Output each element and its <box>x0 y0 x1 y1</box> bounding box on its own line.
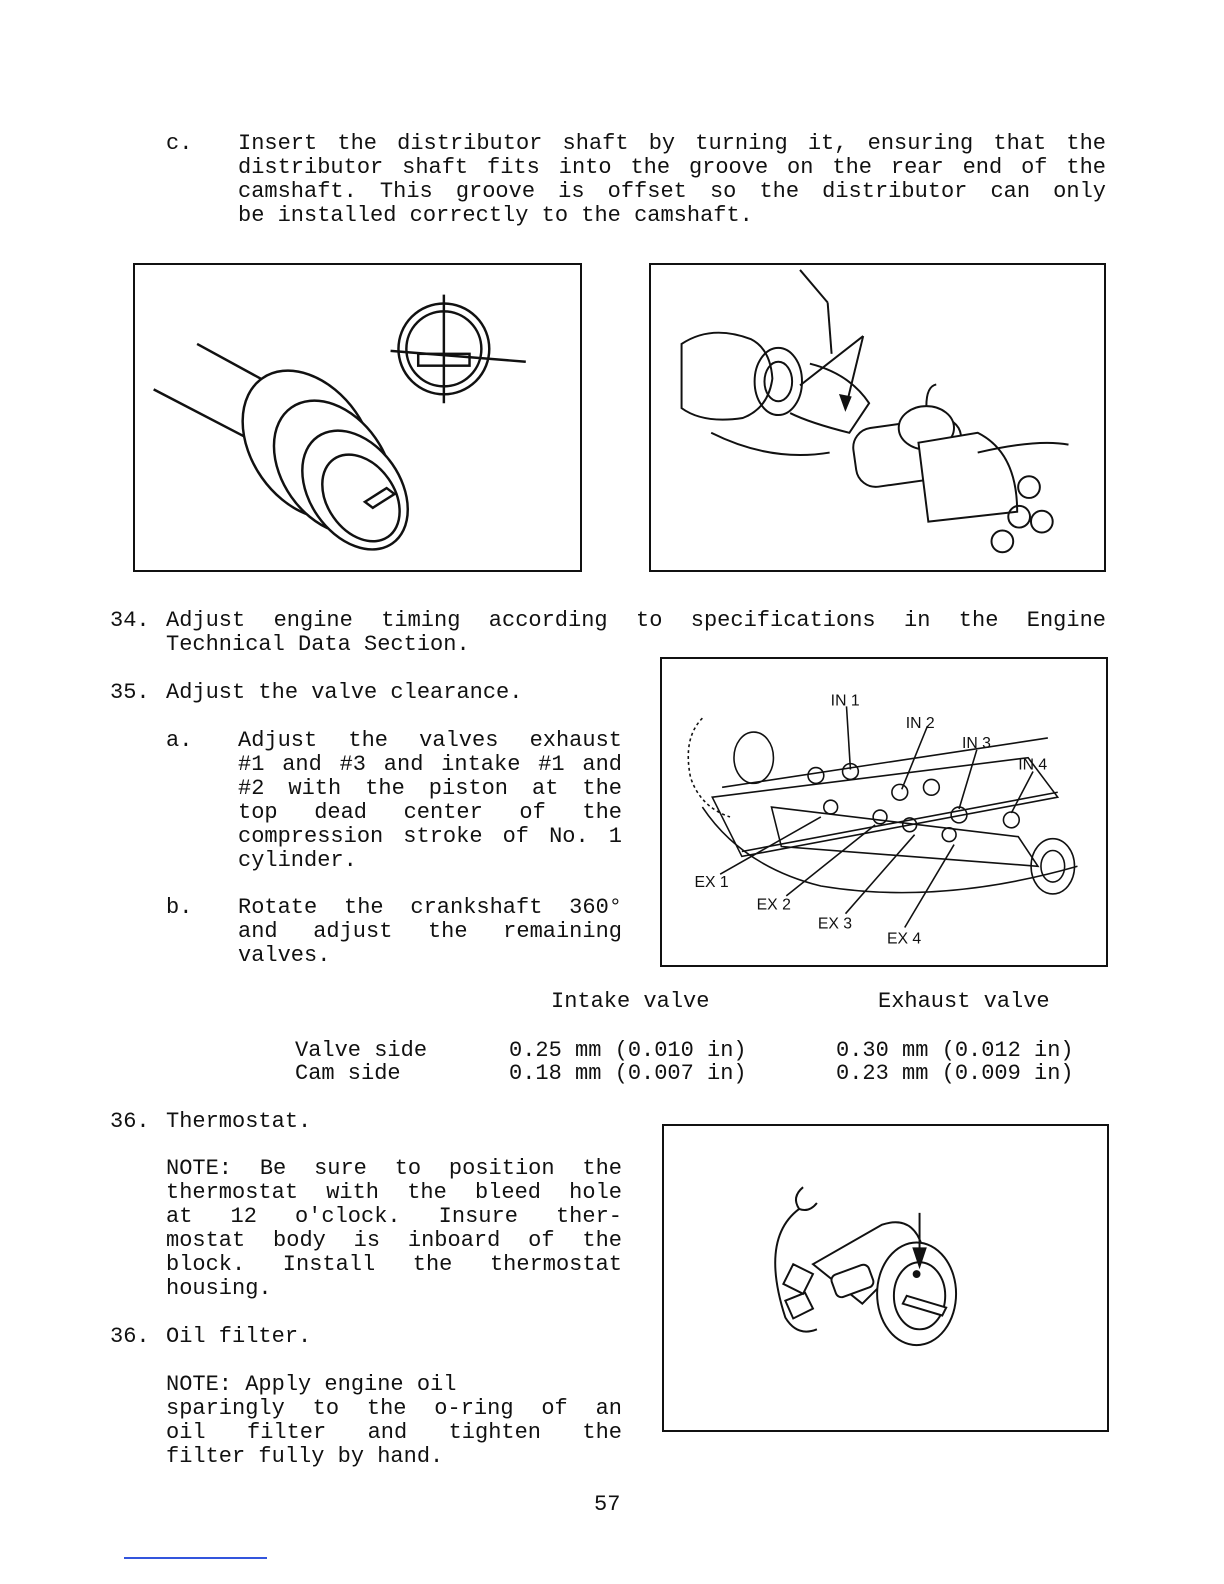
table-cell-exhaust: 0.30 mm (0.012 in) <box>836 1038 1074 1063</box>
step-c-line: distributor shaft fits into the groove on the rear end of the <box>238 155 1106 180</box>
step-36a-note <box>166 1157 622 1301</box>
step-35a-line: top dead center of the <box>238 800 622 825</box>
step-34-text: Adjust engine timing according to specifications in the Engine <box>166 608 1106 633</box>
step-36a-note-line: block. Install the thermostat <box>166 1252 622 1277</box>
label-in2: IN 2 <box>905 715 935 733</box>
step-36b-note <box>166 1373 622 1469</box>
camshaft-groove-figure <box>133 263 582 572</box>
valve-layout-figure <box>660 657 1108 967</box>
step-35-title: Adjust the valve clearance. <box>166 680 523 705</box>
table-row-label: Valve side <box>295 1038 428 1063</box>
step-35a-line: Adjust the valves exhaust <box>238 728 622 753</box>
step-35b-line: Rotate the crankshaft 360° <box>238 895 622 920</box>
step-36a-note-line: mostat body is inboard of the <box>166 1228 622 1253</box>
step-36a-note-line: housing. <box>166 1276 272 1301</box>
step-c-line: be installed correctly to the camshaft. <box>238 203 753 228</box>
step-36b-note-line: oil filter and tighten the <box>166 1420 622 1445</box>
step-c-text <box>238 132 1106 228</box>
table-cell-intake: 0.18 mm (0.007 in) <box>509 1061 747 1086</box>
step-35a-line: #2 with the piston at the <box>238 776 622 801</box>
step-c-line: camshaft. This groove is offset so the distributor can only <box>238 179 1106 204</box>
step-36a-note-line: NOTE: Be sure to position the <box>166 1156 622 1181</box>
camshaft-groove-drawing <box>135 265 580 570</box>
table-header-intake: Intake valve <box>551 989 710 1014</box>
step-35a-text <box>238 729 622 873</box>
label-ex4: EX 4 <box>886 930 922 948</box>
step-36a-note-line: at 12 o'clock. Insure ther- <box>166 1204 622 1229</box>
step-35b-line: and adjust the remaining <box>238 919 622 944</box>
footer-rule <box>124 1557 267 1559</box>
step-34-line-1 <box>166 609 1106 633</box>
step-35a-line: #1 and #3 and intake #1 and <box>238 752 622 777</box>
step-36b-note-line: sparingly to the o-ring of an <box>166 1396 622 1421</box>
thermostat-drawing <box>664 1126 1107 1430</box>
step-c-line: Insert the distributor shaft by turning it, ensuring that the <box>238 131 1106 156</box>
distributor-insertion-drawing <box>651 265 1104 570</box>
step-36b-note-line: NOTE: Apply engine oil <box>166 1372 457 1397</box>
valve-layout-drawing <box>662 659 1106 965</box>
table-row-label: Cam side <box>295 1061 401 1086</box>
distributor-insertion-figure <box>649 263 1106 572</box>
step-36a-number: 36. <box>110 1109 150 1134</box>
label-ex1: EX 1 <box>694 874 729 892</box>
page-number: 57 <box>594 1492 621 1517</box>
step-35a-line: cylinder. <box>238 848 357 873</box>
step-36a-title: Thermostat. <box>166 1109 312 1134</box>
step-c-marker: c. <box>166 131 193 156</box>
step-35a-marker: a. <box>166 728 193 753</box>
step-35b-marker: b. <box>166 895 193 920</box>
step-34-number: 34. <box>110 608 150 633</box>
step-35b-text <box>238 896 622 968</box>
step-35-number: 35. <box>110 680 150 705</box>
label-ex2: EX 2 <box>756 896 791 914</box>
step-34-line-2: Technical Data Section. <box>166 632 470 657</box>
step-36b-title: Oil filter. <box>166 1324 312 1349</box>
step-35b-line: valves. <box>238 943 331 968</box>
label-in1: IN 1 <box>830 692 860 710</box>
step-36b-number: 36. <box>110 1324 150 1349</box>
label-ex3: EX 3 <box>817 915 853 933</box>
step-36a-note-line: thermostat with the bleed hole <box>166 1180 622 1205</box>
table-header-exhaust: Exhaust valve <box>878 989 1050 1014</box>
step-36b-note-line: filter fully by hand. <box>166 1444 444 1469</box>
label-in3: IN 3 <box>961 734 991 752</box>
label-in4: IN 4 <box>1018 756 1048 774</box>
table-cell-exhaust: 0.23 mm (0.009 in) <box>836 1061 1074 1086</box>
thermostat-figure <box>662 1124 1109 1432</box>
step-35a-line: compression stroke of No. 1 <box>238 824 622 849</box>
table-cell-intake: 0.25 mm (0.010 in) <box>509 1038 747 1063</box>
